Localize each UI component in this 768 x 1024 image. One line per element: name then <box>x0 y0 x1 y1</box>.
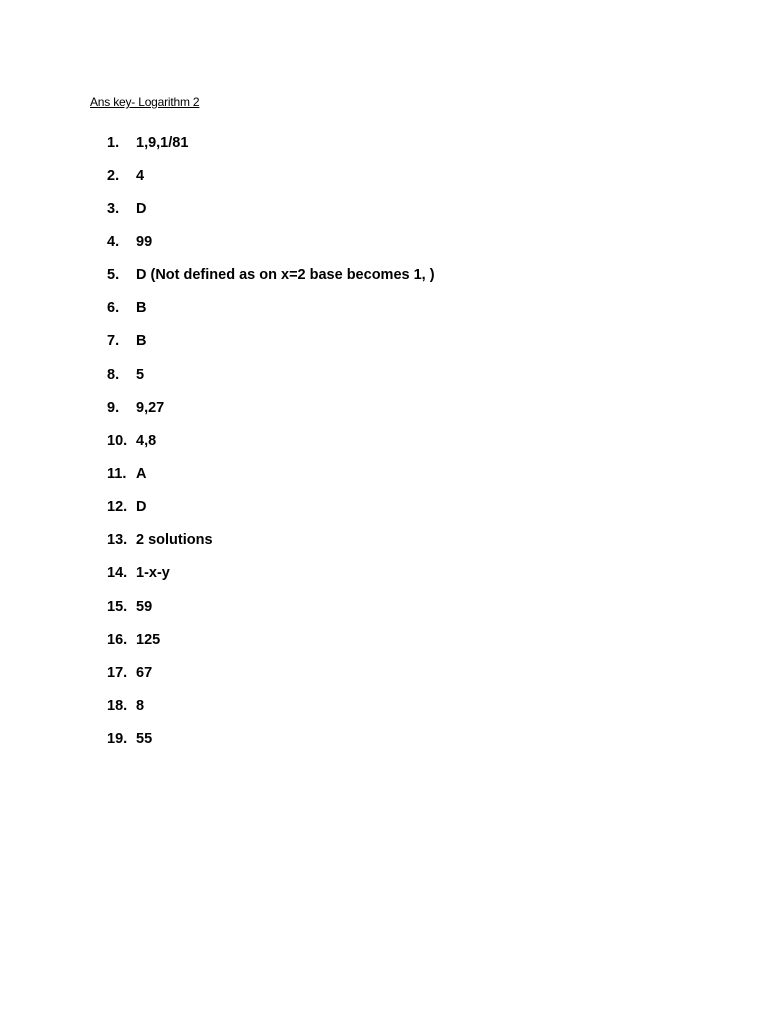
answer-number: 6. <box>107 300 120 317</box>
answer-item-17 <box>107 656 435 689</box>
answer-item-6 <box>107 292 435 325</box>
answer-number: 12. <box>107 499 128 516</box>
answer-text: D (Not defined as on x=2 base becomes 1, ) <box>136 267 435 284</box>
answer-text: D <box>136 499 147 516</box>
answer-item-4 <box>107 225 435 258</box>
answer-number: 16. <box>107 631 128 648</box>
answer-text: 9,27 <box>136 399 165 416</box>
answer-number: 2. <box>107 167 120 184</box>
answer-text: 67 <box>136 664 153 681</box>
page-title: Ans key- Logarithm 2 <box>90 95 200 109</box>
answer-text: 125 <box>136 631 161 648</box>
answer-number: 7. <box>107 333 120 350</box>
answer-item-13 <box>107 524 435 557</box>
answer-number: 15. <box>107 598 128 615</box>
answer-item-1 <box>107 126 435 159</box>
answer-text: D <box>136 200 147 217</box>
answer-item-12 <box>107 491 435 524</box>
answer-item-2 <box>107 159 435 192</box>
answer-text: 4 <box>136 167 145 184</box>
answer-item-11 <box>107 457 435 490</box>
answer-number: 4. <box>107 233 120 250</box>
answer-item-3 <box>107 192 435 225</box>
answer-number: 13. <box>107 532 128 549</box>
answer-item-9 <box>107 391 435 424</box>
answer-text: 1,9,1/81 <box>136 134 189 151</box>
answer-number: 1. <box>107 134 120 151</box>
answer-number: 8. <box>107 366 120 383</box>
answer-item-7 <box>107 325 435 358</box>
answer-item-19 <box>107 723 435 756</box>
answer-item-14 <box>107 557 435 590</box>
answer-number: 18. <box>107 697 128 714</box>
answer-text: 4,8 <box>136 432 157 449</box>
answer-item-5 <box>107 259 435 292</box>
answer-item-10 <box>107 424 435 457</box>
answer-item-18 <box>107 689 435 722</box>
answer-text: 2 solutions <box>136 532 213 549</box>
answer-text: 55 <box>136 731 153 748</box>
answer-text: 1-x-y <box>136 565 170 582</box>
answer-number: 17. <box>107 664 128 681</box>
answer-text: 99 <box>136 233 153 250</box>
answer-number: 14. <box>107 565 128 582</box>
answer-text: 8 <box>136 697 145 714</box>
answer-number: 3. <box>107 200 120 217</box>
answer-number: 5. <box>107 267 120 284</box>
answer-number: 11. <box>107 465 127 482</box>
answer-number: 19. <box>107 731 128 748</box>
answer-text: B <box>136 300 147 317</box>
answer-text: B <box>136 333 147 350</box>
answer-list <box>107 126 435 756</box>
answer-text: 59 <box>136 598 153 615</box>
answer-number: 10. <box>107 432 128 449</box>
answer-item-15 <box>107 590 435 623</box>
answer-item-8 <box>107 358 435 391</box>
answer-text: A <box>136 465 147 482</box>
answer-number: 9. <box>107 399 120 416</box>
answer-item-16 <box>107 623 435 656</box>
answer-text: 5 <box>136 366 145 383</box>
